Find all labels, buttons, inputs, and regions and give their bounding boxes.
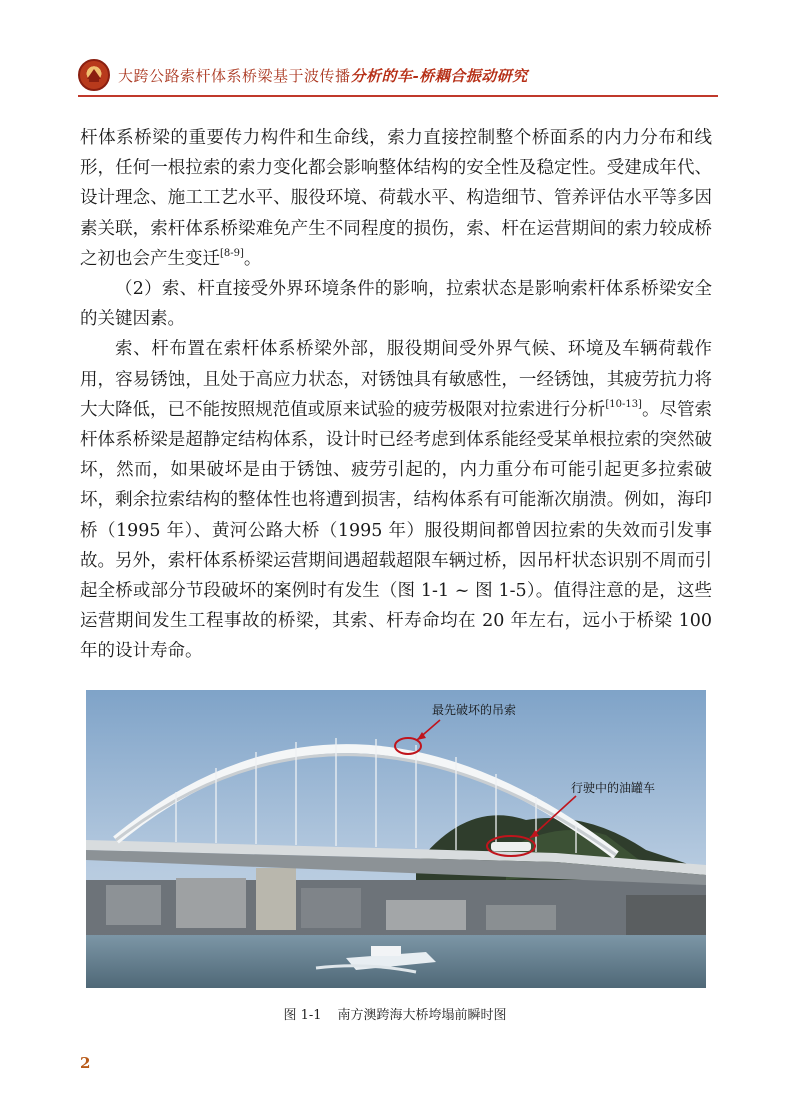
paragraph-1-text: 杆体系桥梁的重要传力构件和生命线，索力直接控制整个桥面系的内力分布和线形，任何一根拉索的索力变化都会影响整体结构的安全性及稳定性。受建成年代、设计理念、施工工艺水平、服役环境、荷载水平、构造细节、管养评估水平等多因素关联，索杆体系桥梁难免产生不同程度的损伤，索、杆在运营期间的索力较成桥之初也会产生变迁: [80, 128, 712, 269]
caption-text: 南方澳跨海大桥垮塌前瞬时图: [337, 1008, 507, 1023]
header-title-emphasis: 分析的车-桥耦合振动研究: [350, 66, 528, 85]
header-divider: [78, 95, 718, 97]
figure-caption: [0, 1004, 790, 1023]
paragraph-3: [80, 334, 712, 666]
bridge-collapse-photo: [86, 690, 706, 988]
paragraph-3-tail: 。尽管索杆体系桥梁是超静定结构体系，设计时已经考虑到体系能经受某单根拉索的突然破坏，然而，如果破坏是由于锈蚀、疲劳引起的，内力重分布可能引起更多拉索破坏，剩余拉索结构的整体性也将遭到损害，结构体系有可能渐次崩溃。例如，海印桥（1995 年）、黄河公路大桥（1995 年）服役期间都曾因拉索的失效而引发事故。另外，索杆体系桥梁运营期间遇超载超限车辆过桥，因吊杆状态识别不周而引起全桥或部分节段破坏的案例时有发生（图 1-1 ~ 图 1-5）。值得注意的是，这些运营期间发生工程事故的桥梁，其索、杆寿命均在 20 年左右，远小于桥梁 100 年的设计寿命。: [80, 399, 713, 662]
body-text: [80, 123, 712, 667]
page-number: 2: [80, 1054, 91, 1072]
annotation-truck-label: 行驶中的油罐车: [571, 781, 656, 795]
paragraph-3-text: 索、杆布置在索杆体系桥梁外部，服役期间受外界气候、环境及车辆荷载作用，容易锈蚀，且处于高应力状态，对锈蚀具有敏感性，一经锈蚀，其疲劳抗力将大大降低，已不能按照规范值或原来试验的疲劳极限对拉索进行分析: [80, 339, 712, 420]
paragraph-1-tail: 。: [243, 248, 262, 269]
header-title-plain: 大跨公路索杆体系桥梁基于波传播: [118, 66, 351, 85]
caption-number: 图 1-1: [283, 1008, 322, 1023]
figure-1-1-bridge-photo: [86, 690, 706, 988]
citation-8-9: [8-9]: [220, 247, 244, 259]
paragraph-2: （2）索、杆直接受外界环境条件的影响，拉索状态是影响索杆体系桥梁安全的关键因素。: [80, 279, 712, 330]
paragraph-1: [80, 123, 712, 274]
citation-10-13: [10-13]: [605, 398, 642, 410]
seal-emblem-icon: [85, 66, 103, 84]
university-seal-icon: [78, 59, 110, 91]
annotation-hanger-label: 最先破坏的吊索: [432, 703, 517, 717]
running-header: [78, 58, 718, 92]
header-title: [118, 65, 528, 86]
